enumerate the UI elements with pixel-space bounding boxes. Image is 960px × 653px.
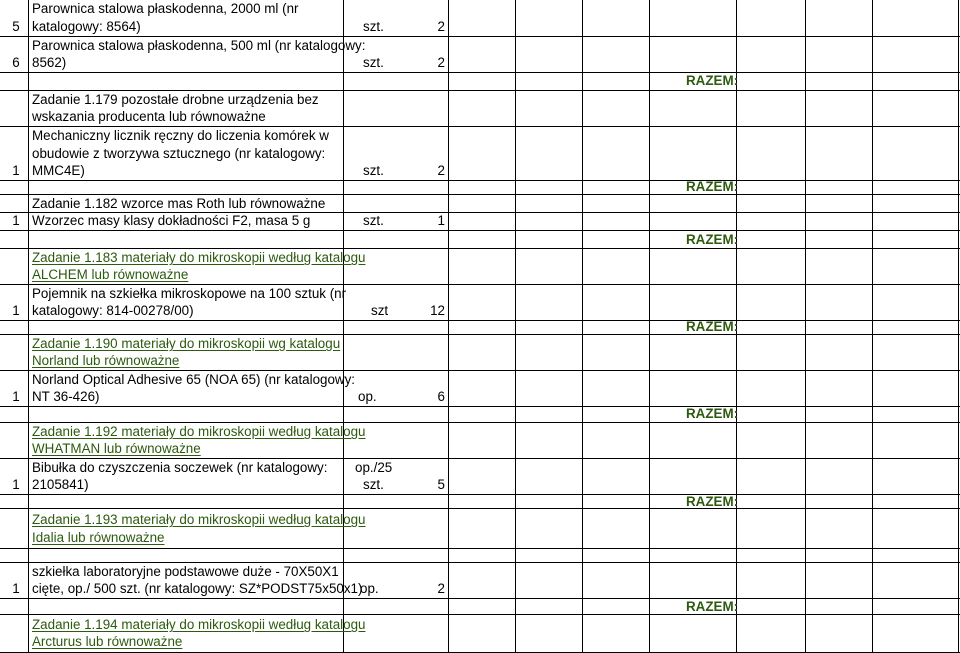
task-heading: Zadanie 1.179 pozostałe drobne urządzenia bez: [32, 92, 319, 107]
grid-line: [343, 0, 344, 653]
task-heading: Zadanie 1.194 materiały do mikroskopii według katalogu: [32, 617, 366, 632]
task-heading: Arcturus lub równoważne: [32, 634, 183, 649]
grid-line: [0, 180, 960, 181]
item-qty: 6: [437, 389, 445, 404]
item-qty: 2: [437, 19, 445, 34]
item-lp: 5: [12, 19, 20, 34]
grid-line: [0, 72, 960, 73]
grid-line: [805, 0, 806, 653]
razem-label: RAZEM:: [686, 319, 739, 334]
task-heading: wskazania producenta lub równoważne: [32, 109, 266, 124]
item-name: Parownica stalowa płaskodenna, 2000 ml (nr: [32, 1, 299, 16]
grid-line: [582, 0, 583, 653]
razem-label: RAZEM:: [686, 406, 739, 421]
item-lp: 1: [12, 163, 20, 178]
item-unit: op.: [358, 389, 377, 404]
grid-line: [0, 598, 960, 599]
task-heading: Zadanie 1.193 materiały do mikroskopii według katalogu: [32, 512, 366, 527]
item-qty: 5: [437, 477, 445, 492]
item-name: katalogowy: 814-00278/00): [32, 303, 194, 318]
item-qty: 2: [437, 163, 445, 178]
item-qty: 1: [437, 213, 445, 228]
grid-line: [0, 548, 960, 549]
razem-label: RAZEM:: [686, 599, 739, 614]
item-unit: op./25: [355, 460, 393, 475]
item-qty: 12: [430, 303, 445, 318]
item-name: Mechaniczny licznik ręczny do liczenia komórek w: [32, 128, 329, 143]
item-qty: 2: [437, 581, 445, 596]
item-unit: szt.: [363, 19, 384, 34]
item-lp: 1: [12, 581, 20, 596]
item-name: Wzorzec masy klasy dokładności F2, masa 5 g: [32, 213, 311, 228]
item-name: Norland Optical Adhesive 65 (NOA 65) (nr katalogowy:: [32, 372, 356, 387]
item-name: cięte, op./ 500 szt. (nr katalogowy: SZ*PODST75x50x1): [32, 581, 363, 596]
task-heading: Idalia lub równoważne: [32, 530, 165, 545]
grid-line: [0, 494, 960, 495]
grid-line: [872, 0, 873, 653]
item-name: obudowie z tworzywa sztucznego (nr katalogowy:: [32, 146, 326, 161]
item-name: szkiełka laboratoryjne podstawowe duże - 70X50X1: [32, 564, 339, 579]
grid-line: [448, 0, 449, 653]
item-unit: szt.: [363, 163, 384, 178]
grid-line: [515, 0, 516, 653]
grid-line: [28, 0, 29, 653]
item-unit: szt.: [363, 477, 384, 492]
item-unit: op.: [360, 581, 379, 596]
task-heading: Zadanie 1.192 materiały do mikroskopii według katalogu: [32, 424, 366, 439]
item-name: MMC4E): [32, 163, 85, 178]
item-name: 2105841): [32, 477, 89, 492]
item-name: Pojemnik na szkiełka mikroskopowe na 100 sztuk (nr: [32, 286, 347, 301]
item-name: Bibułka do czyszczenia soczewek (nr katalogowy:: [32, 460, 328, 475]
item-name: NT 36-426): [32, 389, 100, 404]
task-heading: ALCHEM lub równoważne: [32, 267, 189, 282]
razem-label: RAZEM:: [686, 73, 739, 88]
item-unit: szt.: [363, 55, 384, 70]
razem-label: RAZEM:: [686, 494, 739, 509]
grid-line: [0, 320, 960, 321]
item-unit: szt: [371, 303, 389, 318]
grid-line: [0, 614, 960, 615]
task-heading: Norland lub równoważne: [32, 353, 180, 368]
item-lp: 1: [12, 389, 20, 404]
grid-line: [0, 230, 960, 231]
item-unit: szt.: [363, 213, 384, 228]
item-qty: 2: [437, 55, 445, 70]
item-name: Parownica stalowa płaskodenna, 500 ml (nr katalogowy:: [32, 38, 366, 53]
task-heading: Zadanie 1.182 wzorce mas Roth lub równoważne: [32, 196, 326, 211]
item-lp: 6: [12, 55, 20, 70]
item-name: 8562): [32, 55, 67, 70]
task-heading: Zadanie 1.190 materiały do mikroskopii wg katalogu: [32, 336, 341, 351]
task-heading: Zadanie 1.183 materiały do mikroskopii według katalogu: [32, 250, 366, 265]
razem-label: RAZEM:: [686, 232, 739, 247]
item-lp: 1: [12, 303, 20, 318]
grid-line: [0, 406, 960, 407]
item-lp: 1: [12, 213, 20, 228]
razem-label: RAZEM:: [686, 179, 739, 194]
grid-line: [649, 0, 650, 653]
item-lp: 1: [12, 477, 20, 492]
item-name: katalogowy: 8564): [32, 19, 141, 34]
grid-line: [958, 0, 959, 653]
grid-line: [0, 508, 960, 509]
task-heading: WHATMAN lub równoważne: [32, 441, 201, 456]
